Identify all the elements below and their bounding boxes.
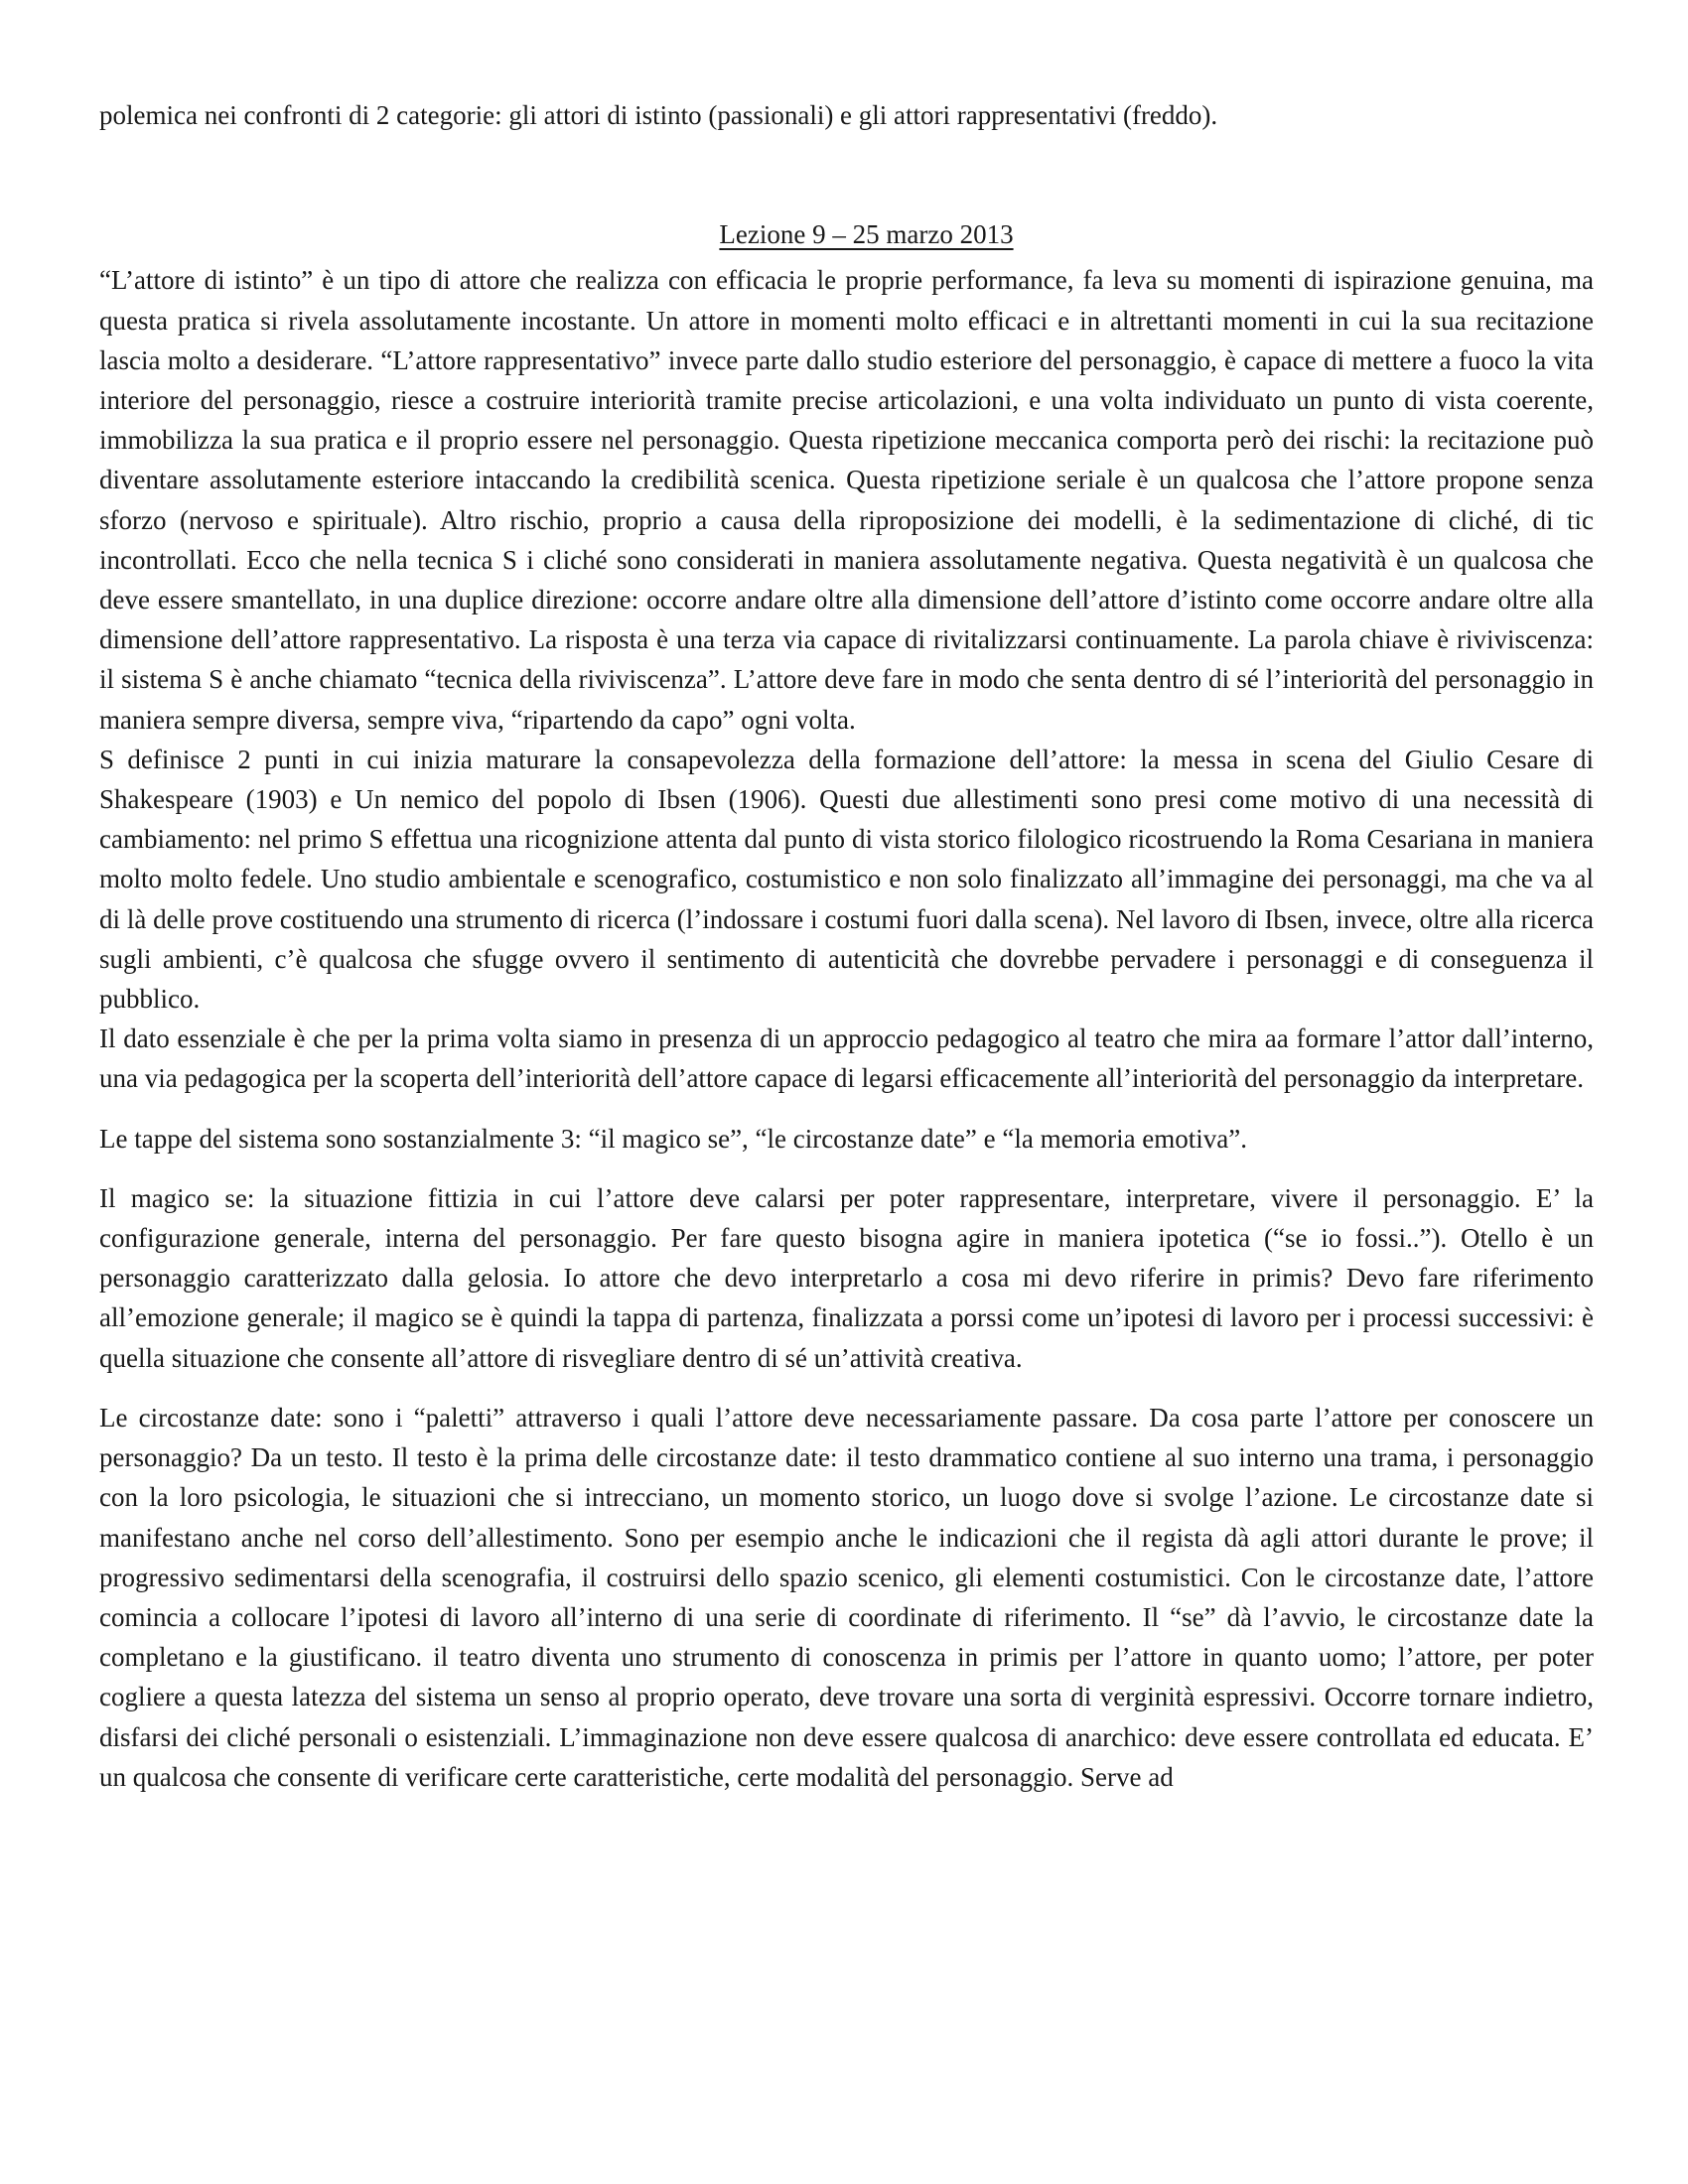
paragraph-allestimenti: S definisce 2 punti in cui inizia maturare la consapevolezza della formazione dell’attore: la messa in scena del Giulio Cesare di Shakespeare (1903) e Un nemico del popolo di Ibsen (1906). Questi due allestimenti sono presi come motivo di una necessità di cambiamento: nel primo S effettua una ricognizione attenta dal punto di vista storico filologico ricostruendo la Roma Cesariana in maniera molto molto fedele. Uno studio ambientale e scenografico, costumistico e non solo finalizzato all’immagine dei personaggi, ma che va al di là delle prove costituendo una strumento di ricerca (l’indossare i costumi fuori dalla scena). Nel lavoro di Ibsen, invece, oltre alla ricerca sugli ambienti, c’è qualcosa che sfugge ovvero il sentimento di autenticità che dovrebbe pervadere i personaggi e di conseguenza il pubblico.: [99, 744, 1594, 1015]
paragraph-circostanze-date: Le circostanze date: sono i “paletti” attraverso i quali l’attore deve necessariamente passare. Da cosa parte l’attore per conoscere un personaggio? Da un testo. Il testo è la prima delle circostanze date: il testo drammatico contiene al suo interno una trama, i personaggio con la loro psicologia, le situazioni che si intrecciano, un momento storico, un luogo dove si svolge l’azione. Le circostanze date si manifestano anche nel corso dell’allestimento. Sono per esempio anche le indicazioni che il regista dà agli attori durante le prove; il progressivo sedimentarsi della scenografia, il costruirsi dello spazio scenico, gli elementi costumistici. Con le circostanze date, l’attore comincia a collocare l’ipotesi di lavoro all’interno di una serie di coordinate di riferimento. Il “se” dà l’avvio, le circostanze date la completano e la giustificano. il teatro diventa uno strumento di conoscenza in primis per l’attore in quanto uomo; l’attore, per poter cogliere a questa latezza del sistema un senso al proprio operato, deve trovare una sorta di verginità espressivi. Occorre tornare indietro, disfarsi dei cliché personali o esistenziali. L’immaginazione non deve essere qualcosa di anarchico: deve essere controllata ed educata. E’ un qualcosa che consente di verificare certe caratteristiche, certe modalità del personaggio. Serve ad: [99, 1402, 1594, 1792]
document-page: [99, 95, 1594, 1797]
paragraph-attore-istinto: “L’attore di istinto” è un tipo di attore che realizza con efficacia le proprie performance, fa leva su momenti di ispirazione genuina, ma questa pratica si rivela assolutamente incostante. Un attore in momenti molto efficaci e in altrettanti momenti in cui la sua recitazione lascia molto a desiderare. “L’attore rappresentativo” invece parte dallo studio esteriore del personaggio, è capace di mettere a fuoco la vita interiore del personaggio, riesce a costruire interiorità tramite precise articolazioni, e una volta individuato un punto di vista coerente, immobilizza la sua pratica e il proprio essere nel personaggio. Questa ripetizione meccanica comporta però dei rischi: la recitazione può diventare assolutamente esteriore intaccando la credibilità scenica. Questa ripetizione seriale è un qualcosa che l’attore propone senza sforzo (nervoso e spirituale). Altro rischio, proprio a causa della riproposizione dei modelli, è la sedimentazione di cliché, di tic incontrollati. Ecco che nella tecnica S i cliché sono considerati in maniera assolutamente negativa. Questa negatività è un qualcosa che deve essere smantellato, in una duplice direzione: occorre andare oltre alla dimensione dell’attore d’istinto come occorre andare oltre alla dimensione dell’attore rappresentativo. La risposta è una terza via capace di rivitalizzarsi continuamente. La parola chiave è riviviscenza: il sistema S è anche chiamato “tecnica della riviviscenza”. L’attore deve fare in modo che senta dentro di sé l’interiorità del personaggio in maniera sempre diversa, sempre viva, “ripartendo da capo” ogni volta.: [99, 265, 1594, 735]
spacer: [99, 1378, 1594, 1398]
spacer: [99, 135, 1594, 214]
paragraph-tappe-sistema: Le tappe del sistema sono sostanzialmente 3: “il magico se”, “le circostanze date” e “la memoria emotiva”.: [99, 1123, 1248, 1154]
spacer: [99, 1099, 1594, 1119]
spacer: [99, 1159, 1594, 1178]
paragraph-dato-essenziale: Il dato essenziale è che per la prima volta siamo in presenza di un approccio pedagogico al teatro che mira aa formare l’attor dall’interno, una via pedagogica per la scoperta dell’interiorità dell’attore capace di legarsi efficacemente all’interiorità del personaggio da interpretare.: [99, 1024, 1594, 1094]
lesson-heading: Lezione 9 – 25 marzo 2013: [719, 219, 1014, 250]
intro-paragraph: polemica nei confronti di 2 categorie: gli attori di istinto (passionali) e gli attori rappresentativi (freddo).: [99, 100, 1218, 130]
paragraph-magico-se: Il magico se: la situazione fittizia in cui l’attore deve calarsi per poter rappresentare, interpretare, vivere il personaggio. E’ la configurazione generale, interna del personaggio. Per fare questo bisogna agire in maniera ipotetica (“se io fossi..”). Otello è un personaggio caratterizzato dalla gelosia. Io attore che devo interpretarlo a cosa mi devo riferire in primis? Devo fare riferimento all’emozione generale; il magico se è quindi la tappa di partenza, finalizzata a porssi come un’ipotesi di lavoro per i processi successivi: è quella situazione che consente all’attore di risvegliare dentro di sé un’attività creativa.: [99, 1182, 1594, 1373]
